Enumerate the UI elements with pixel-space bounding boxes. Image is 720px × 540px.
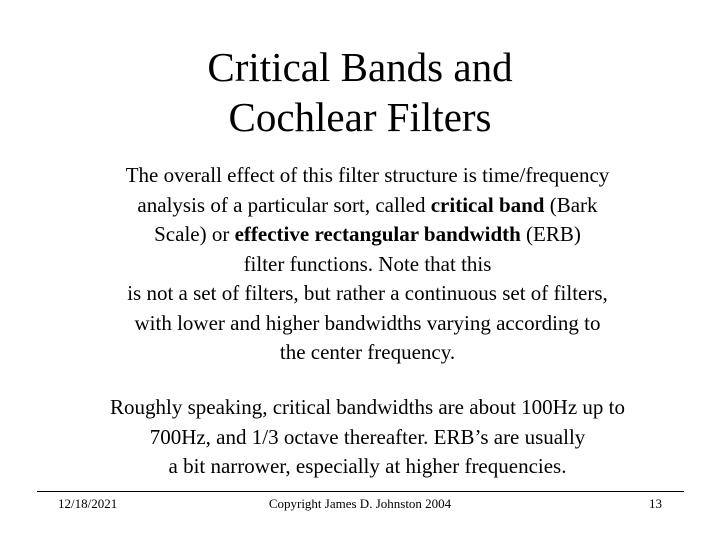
footer-page-number: 13 [649,496,662,511]
footer-date: 12/18/2021 [58,496,118,511]
para2-line-3: a bit narrower, especially at higher frequencies. [168,454,567,478]
para1-line-7: the center frequency. [279,340,456,364]
para1-line-1: The overall effect of this filter structure is time/frequency [125,163,610,187]
title-line-1: Critical Bands and [207,44,513,90]
slide-title [0,42,720,142]
para1-line-2 [60,191,675,221]
para1-line-3-post: (ERB) [520,222,581,246]
body-paragraph-1 [60,161,675,368]
para1-line-2-post: (Bark [544,192,598,217]
para1-line-5: is not a set of filters, but rather a continuous set of filters, [127,281,608,305]
footer-copyright: Copyright James D. Johnston 2004 [268,496,452,511]
para2-line-1: Roughly speaking, critical bandwidths are about 100Hz up to [110,395,625,419]
para1-line-2-pre: analysis of a particular sort, called [137,192,431,217]
footer-divider [37,491,684,492]
para1-line-4: filter functions. Note that this [243,251,492,276]
para1-line-3-pre: Scale) or [154,222,235,246]
body-paragraph-2 [50,393,685,482]
title-line-2: Cochlear Filters [228,94,492,140]
para1-line-6: with lower and higher bandwidths varying according to [134,310,601,335]
para2-line-2: 700Hz, and 1/3 octave thereafter. ERB’s are usually [149,424,586,449]
term-effective-rectangular-bandwidth: effective rectangular bandwidth [234,222,521,246]
term-critical-band: critical band [430,192,545,217]
para1-line-3 [60,220,675,250]
